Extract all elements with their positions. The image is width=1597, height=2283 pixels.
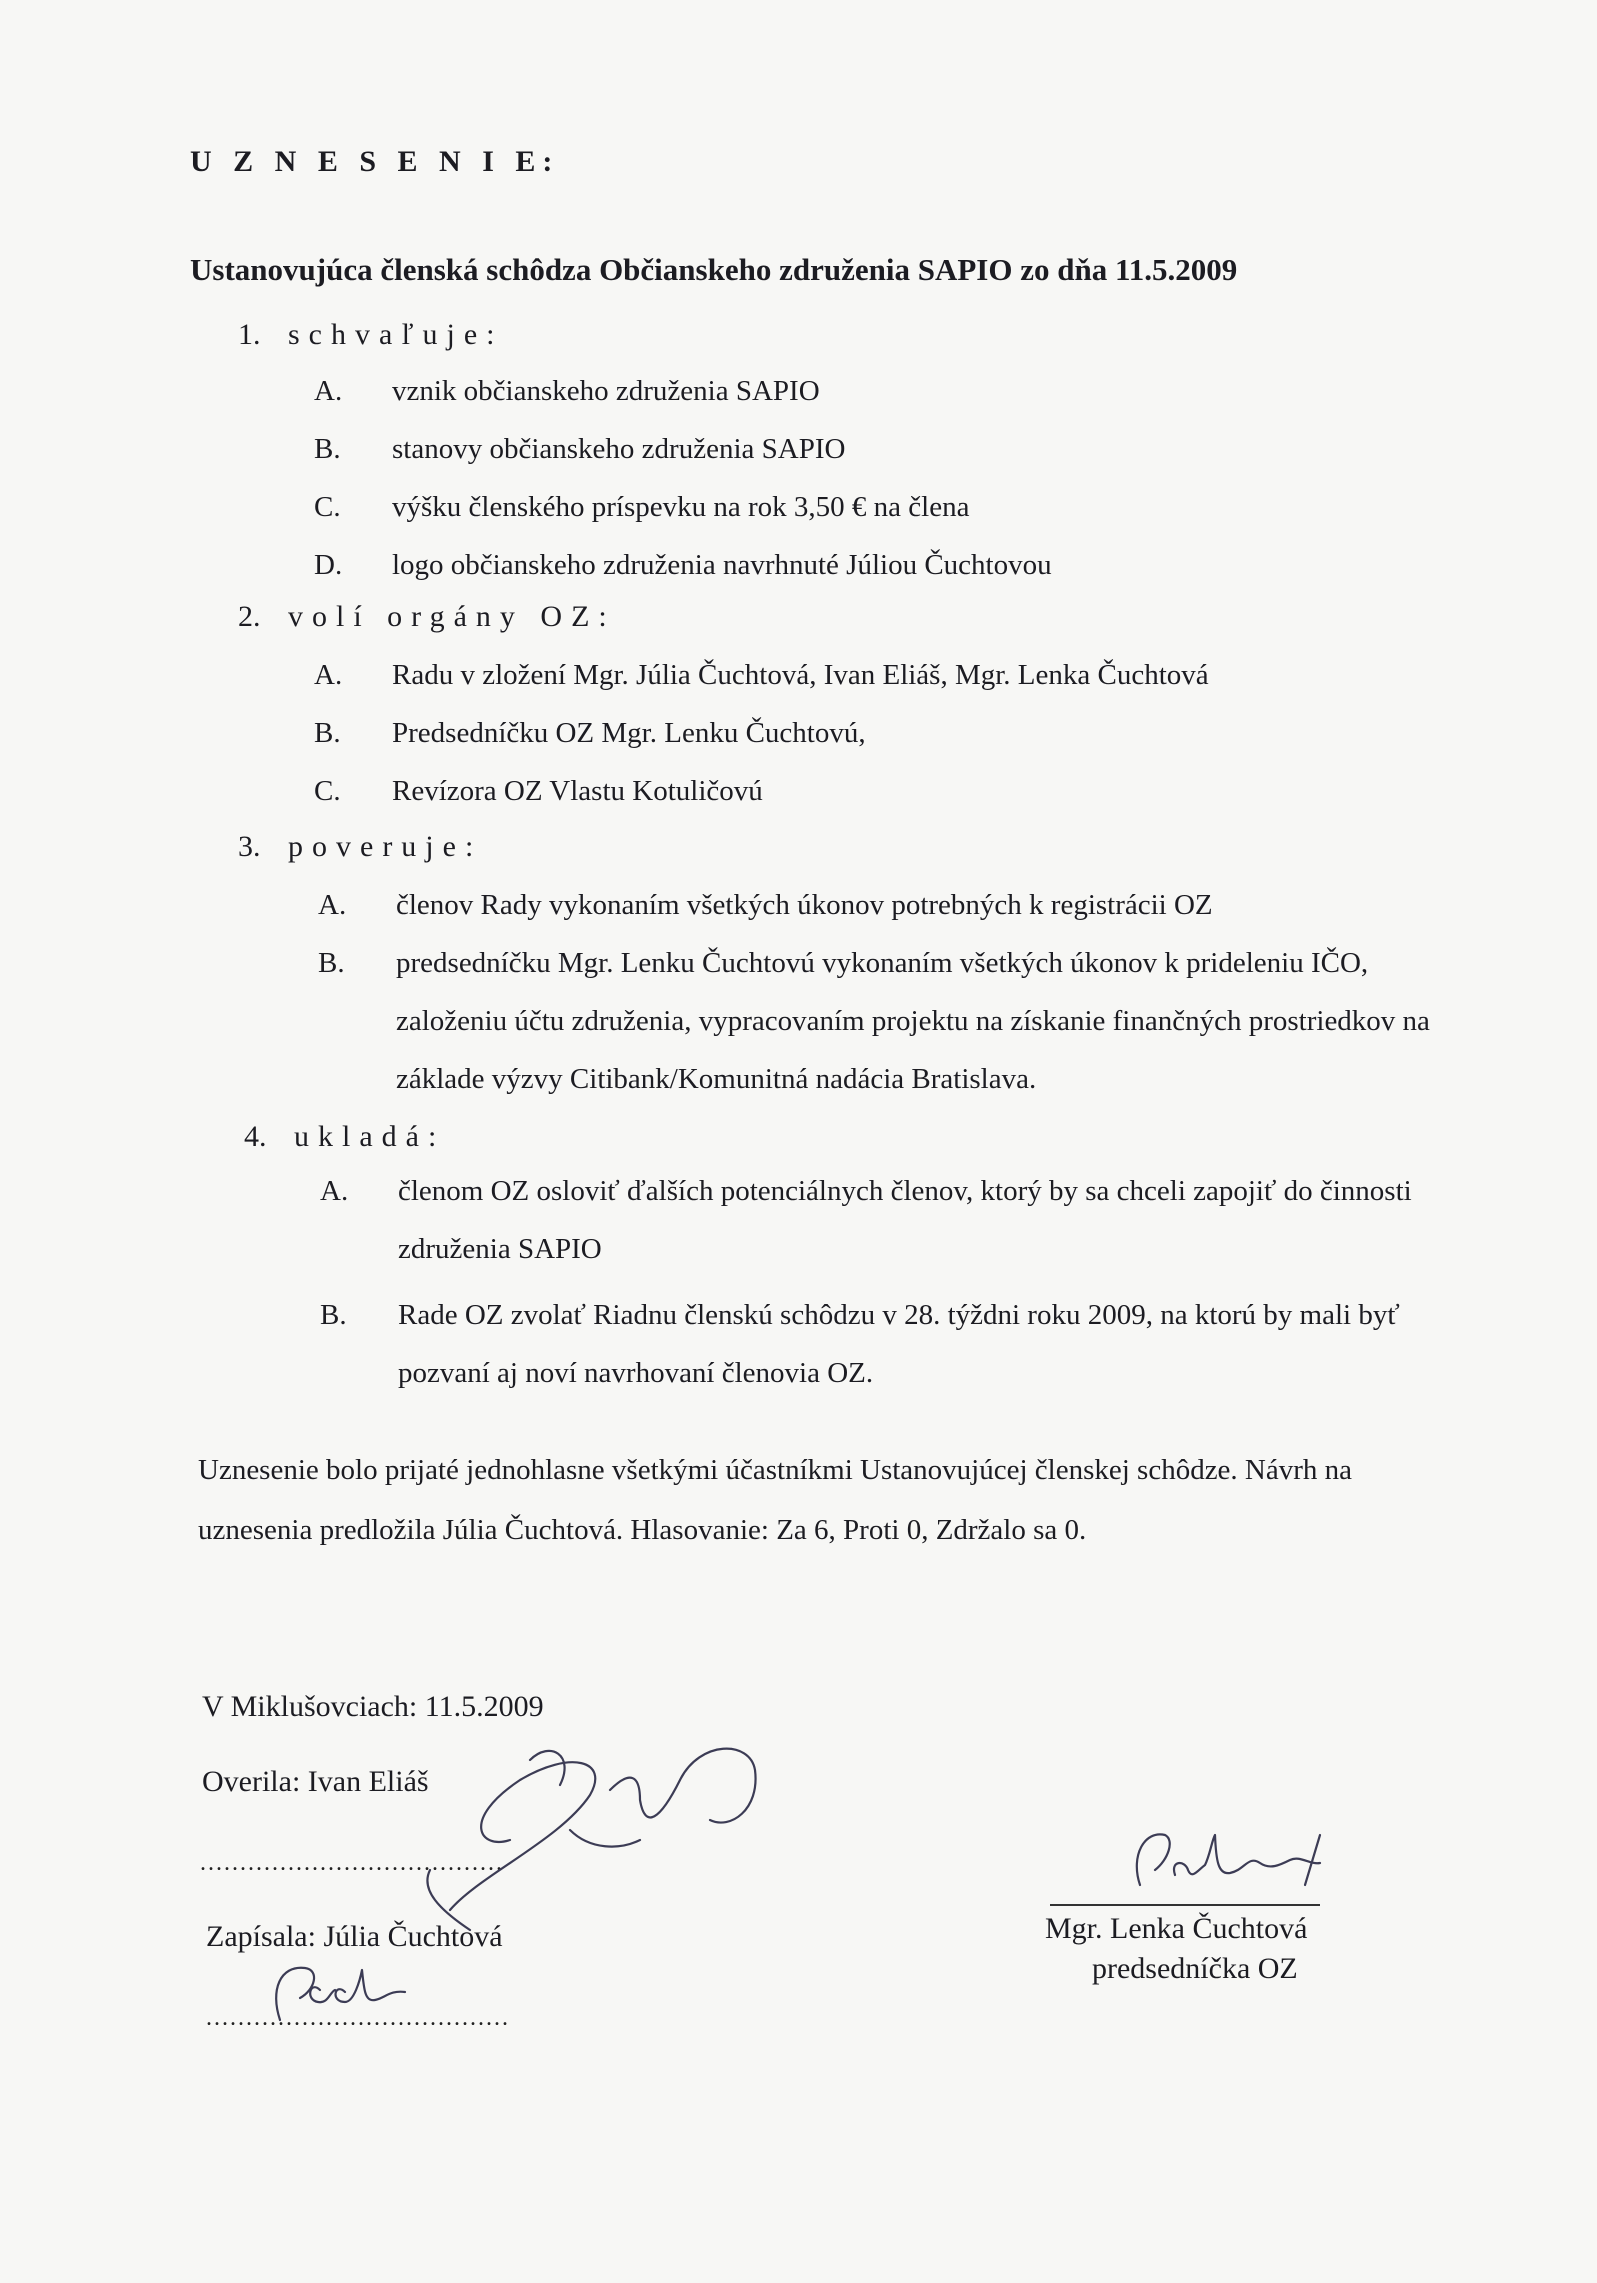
section-4-header <box>244 1120 445 1154</box>
list-item <box>314 420 1052 478</box>
item-letter: B. <box>320 1299 347 1331</box>
section-number: 3. <box>238 830 261 863</box>
list-item <box>314 646 1209 704</box>
item-text: logo občianskeho združenia navrhnuté Júliou Čuchtovou <box>392 549 1052 581</box>
list-item <box>314 362 1052 420</box>
section-3-header <box>238 830 482 864</box>
section-4-items <box>320 1162 1448 1402</box>
section-number: 4. <box>244 1120 267 1153</box>
item-letter: B. <box>314 433 341 465</box>
verifier-signature <box>360 1700 780 1940</box>
list-item <box>314 478 1052 536</box>
item-text: stanovy občianskeho združenia SAPIO <box>392 433 846 465</box>
item-letter: D. <box>314 549 343 581</box>
item-text: Radu v zložení Mgr. Júlia Čuchtová, Ivan Eliáš, Mgr. Lenka Čuchtová <box>392 659 1209 691</box>
list-item <box>320 1162 1448 1278</box>
item-text: Rade OZ zvolať Riadnu členskú schôdzu v 28. týždni roku 2009, na ktorú by mali byť pozvaní aj noví navrhovaní členovia OZ. <box>398 1299 1400 1389</box>
section-label: poveruje: <box>288 830 483 863</box>
item-text: členom OZ osloviť ďalších potenciálnych členov, ktorý by sa chceli zapojiť do činnosti združenia SAPIO <box>398 1175 1412 1265</box>
section-label: ukladá: <box>294 1120 446 1153</box>
list-item <box>318 876 1446 934</box>
verifier-signature-line: ...................................... <box>200 1850 504 1876</box>
list-item <box>314 762 1209 820</box>
section-number: 1. <box>238 318 261 351</box>
chair-signature <box>1120 1815 1340 1905</box>
list-item <box>314 704 1209 762</box>
list-item <box>318 934 1446 1108</box>
item-text: Predsedníčku OZ Mgr. Lenku Čuchtovú, <box>392 717 866 749</box>
item-text: členov Rady vykonaním všetkých úkonov potrebných k registrácii OZ <box>396 889 1213 921</box>
place-date: V Miklušovciach: 11.5.2009 <box>202 1690 544 1723</box>
section-1-items <box>314 362 1052 594</box>
item-letter: A. <box>320 1175 349 1207</box>
section-2-header <box>238 600 616 634</box>
list-item <box>320 1286 1448 1402</box>
item-letter: A. <box>314 375 343 407</box>
list-item <box>314 536 1052 594</box>
item-letter: C. <box>314 491 341 523</box>
section-number: 2. <box>238 600 261 633</box>
item-letter: A. <box>314 659 343 691</box>
chair-role: predsedníčka OZ <box>1092 1952 1298 1985</box>
item-text: vznik občianskeho združenia SAPIO <box>392 375 820 407</box>
recorder-signature-line: ...................................... <box>206 2005 510 2031</box>
verified-by: Overila: Ivan Eliáš <box>202 1765 429 1798</box>
section-1-header <box>238 318 503 352</box>
item-letter: A. <box>318 889 347 921</box>
item-text: Revízora OZ Vlastu Kotuličovú <box>392 775 763 807</box>
document-heading: Ustanovujúca členská schôdza Občianskeho združenia SAPIO zo dňa 11.5.2009 <box>190 252 1238 287</box>
item-text: výšku členského príspevku na rok 3,50 € na člena <box>392 491 970 523</box>
chair-name: Mgr. Lenka Čuchtová <box>1045 1912 1308 1945</box>
resolution-paragraph: Uznesenie bolo prijaté jednohlasne všetkými účastníkmi Ustanovujúcej členskej schôdze. Návrh na uznesenia predložila Júlia Čuchtová. Hlasovanie: Za 6, Proti 0, Zdržalo sa 0. <box>198 1454 1353 1546</box>
recorder-signature <box>250 1950 420 2030</box>
item-letter: B. <box>318 947 345 979</box>
document-title: U Z N E S E N I E: <box>190 145 560 178</box>
item-letter: C. <box>314 775 341 807</box>
item-letter: B. <box>314 717 341 749</box>
section-label: schvaľuje: <box>288 318 504 351</box>
item-text: predsedníčku Mgr. Lenku Čuchtovú vykonaním všetkých úkonov k prideleniu IČO, založeniu účtu združenia, vypracovaním projektu na získanie finančných prostriedkov na základe výzvy Citibank/Komunitná nadácia Bratislava. <box>396 947 1430 1095</box>
recorded-by: Zapísala: Júlia Čuchtová <box>206 1920 503 1953</box>
section-3-items <box>318 876 1446 1108</box>
section-label: volí orgány OZ: <box>288 600 616 633</box>
section-2-items <box>314 646 1209 820</box>
